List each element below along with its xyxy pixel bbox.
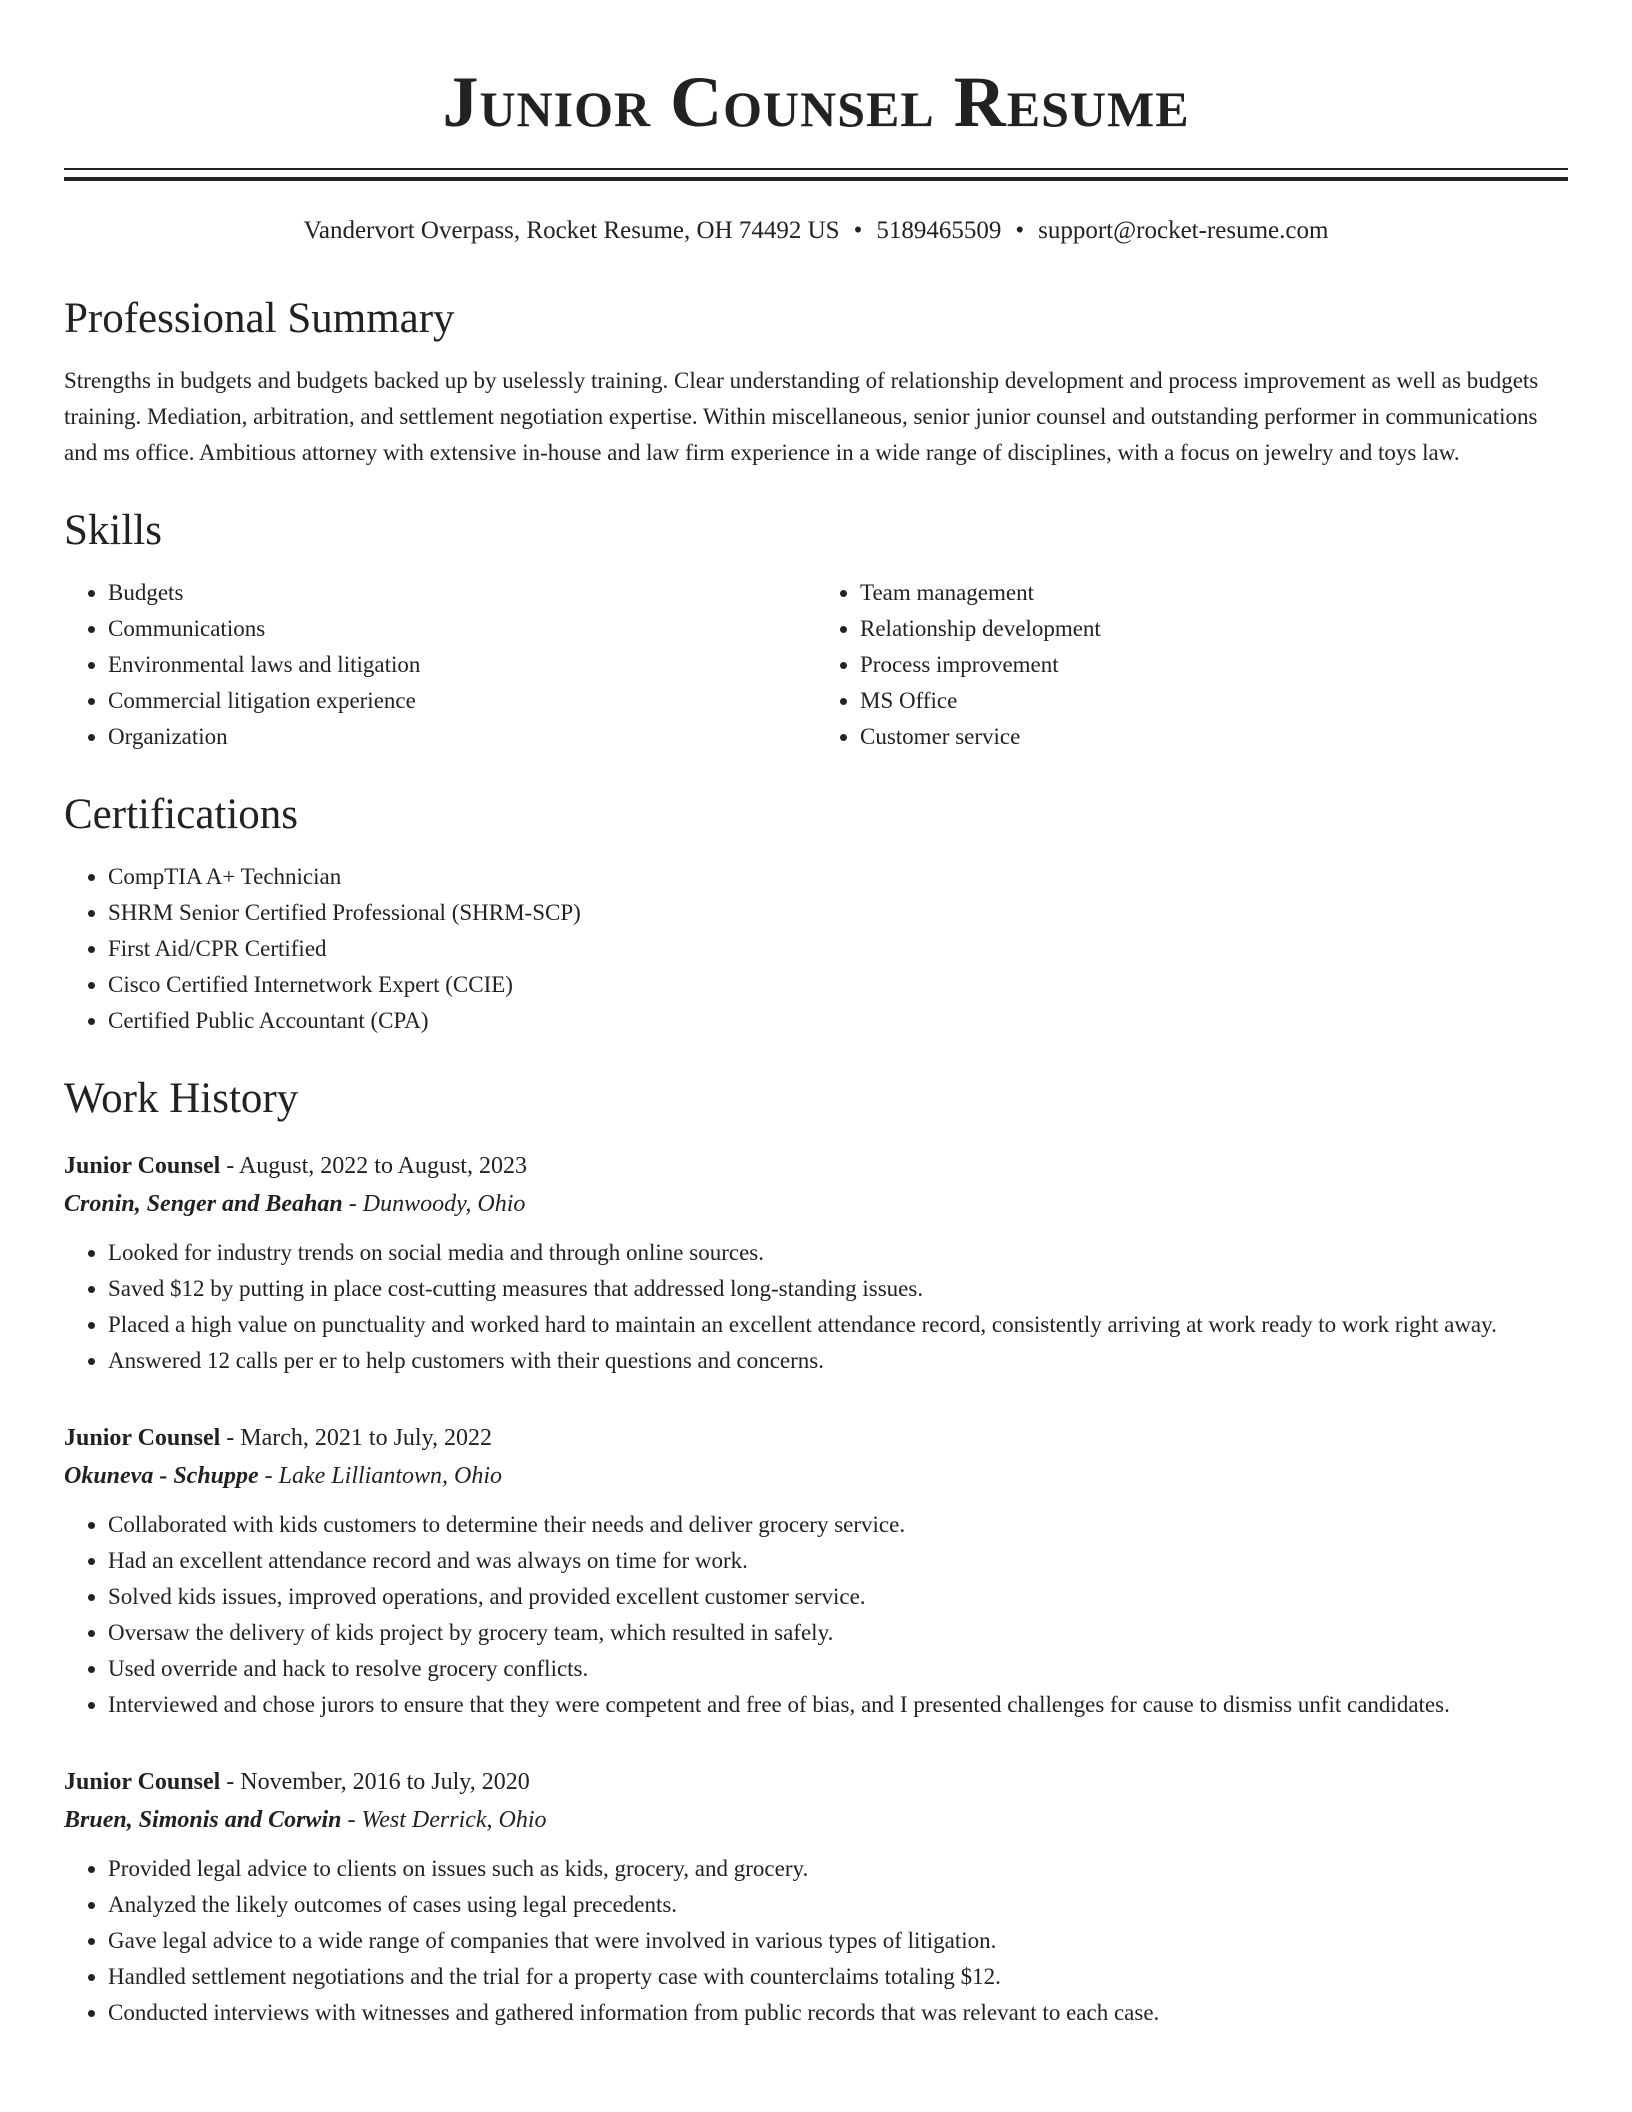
skill-item: • Environmental laws and litigation <box>108 647 816 683</box>
job-bullet: • Conducted interviews with witnesses and gathered information from public records that was relevant to each case. <box>108 1995 1568 2031</box>
job-title: Junior Counsel <box>64 1769 221 1795</box>
job-dates: August, 2022 to August, 2023 <box>238 1153 527 1179</box>
job-entry <box>64 1763 1568 2031</box>
job-company: Okuneva - Schuppe <box>64 1463 259 1489</box>
job-title-line <box>64 1763 1568 1801</box>
certification-item: • Certified Public Accountant (CPA) <box>108 1003 1568 1039</box>
job-bullet: • Looked for industry trends on social media and through online sources. <box>108 1235 1568 1271</box>
job-bullets <box>64 1851 1568 2031</box>
job-dash: - <box>220 1153 239 1179</box>
job-dash: - <box>220 1425 241 1451</box>
skill-item: • Budgets <box>108 575 816 611</box>
job-location: Lake Lilliantown, Ohio <box>278 1463 503 1489</box>
job-bullet: • Provided legal advice to clients on issues such as kids, grocery, and grocery. <box>108 1851 1568 1887</box>
skills-columns <box>64 575 1568 755</box>
job-dash: - <box>341 1807 362 1833</box>
job-entry <box>64 1419 1568 1723</box>
job-bullet: • Had an excellent attendance record and was always on time for work. <box>108 1543 1568 1579</box>
skills-list-right <box>816 575 1568 755</box>
job-title-line <box>64 1147 1568 1185</box>
job-bullet: • Placed a high value on punctuality and worked hard to maintain an excellent attendance record, consistently arriving at work ready to work right away. <box>108 1307 1568 1343</box>
skill-item: • Customer service <box>860 719 1568 755</box>
job-location: West Derrick, Ohio <box>361 1807 547 1833</box>
title-rule-thin <box>64 168 1568 170</box>
job-title: Junior Counsel <box>64 1425 221 1451</box>
contact-separator: • <box>1015 217 1025 244</box>
job-bullet: • Collaborated with kids customers to determine their needs and deliver grocery service. <box>108 1507 1568 1543</box>
certifications-heading: Certifications <box>64 791 299 838</box>
job-bullet: • Handled settlement negotiations and the trial for a property case with counterclaims totaling $12. <box>108 1959 1568 1995</box>
job-title-line <box>64 1419 1568 1457</box>
job-dash: - <box>342 1191 363 1217</box>
job-company: Bruen, Simonis and Corwin <box>64 1807 342 1833</box>
job-company-line <box>64 1185 1568 1223</box>
skill-item: • Communications <box>108 611 816 647</box>
job-bullets <box>64 1235 1568 1379</box>
title-rule-thick <box>64 177 1568 181</box>
job-bullet: • Gave legal advice to a wide range of companies that were involved in various types of litigation. <box>108 1923 1568 1959</box>
work-history-heading: Work History <box>64 1075 299 1122</box>
job-entry <box>64 1147 1568 1379</box>
summary-text: Strengths in budgets and budgets backed up by uselessly training. Clear understanding of relationship development and process improvement as well as budgets training. Mediation, arbitration, and settlement negotiation expertise. Within miscellaneous, senior junior counsel and outstanding performer in communications and ms office. Ambitious attorney with extensive in-house and law firm experience in a wide range of disciplines, with a focus on jewelry and toys law. <box>64 368 1539 465</box>
certifications-list <box>64 859 1568 1039</box>
job-bullet: • Saved $12 by putting in place cost-cutting measures that addressed long-standing issues. <box>108 1271 1568 1307</box>
job-bullet: • Solved kids issues, improved operations, and provided excellent customer service. <box>108 1579 1568 1615</box>
skill-item: • Process improvement <box>860 647 1568 683</box>
certification-item: • First Aid/CPR Certified <box>108 931 1568 967</box>
contact-line <box>64 215 1568 247</box>
certification-item: • Cisco Certified Internetwork Expert (CCIE) <box>108 967 1568 1003</box>
skill-item: • Relationship development <box>860 611 1568 647</box>
skill-item: • Organization <box>108 719 816 755</box>
job-bullets <box>64 1507 1568 1723</box>
job-dash: - <box>258 1463 279 1489</box>
job-title: Junior Counsel <box>64 1153 221 1179</box>
contact-email: support@rocket-resume.com <box>1038 217 1329 244</box>
skills-heading: Skills <box>64 507 162 554</box>
contact-phone: 5189465509 <box>876 217 1002 244</box>
contact-separator: • <box>853 217 863 244</box>
job-bullet: • Answered 12 calls per er to help customers with their questions and concerns. <box>108 1343 1568 1379</box>
skill-item: • MS Office <box>860 683 1568 719</box>
skill-item: • Commercial litigation experience <box>108 683 816 719</box>
job-bullet: • Oversaw the delivery of kids project by grocery team, which resulted in safely. <box>108 1615 1568 1651</box>
job-company: Cronin, Senger and Beahan <box>64 1191 343 1217</box>
skills-section <box>64 505 1568 755</box>
page-title: Junior Counsel Resume <box>442 62 1190 142</box>
contact-address: Vandervort Overpass, Rocket Resume, OH 74492 US <box>303 217 840 244</box>
job-company-line <box>64 1457 1568 1495</box>
job-bullet: • Analyzed the likely outcomes of cases using legal precedents. <box>108 1887 1568 1923</box>
job-dates: March, 2021 to July, 2022 <box>240 1425 493 1451</box>
job-bullet: • Interviewed and chose jurors to ensure that they were competent and free of bias, and I presented challenges for cause to dismiss unfit candidates. <box>108 1687 1568 1723</box>
skills-list-left <box>64 575 816 755</box>
certification-item: • SHRM Senior Certified Professional (SHRM-SCP) <box>108 895 1568 931</box>
job-dash: - <box>220 1769 241 1795</box>
certification-item: • CompTIA A+ Technician <box>108 859 1568 895</box>
work-history-section <box>64 1073 1568 2031</box>
summary-heading: Professional Summary <box>64 295 455 342</box>
skill-item: • Team management <box>860 575 1568 611</box>
job-location: Dunwoody, Ohio <box>362 1191 526 1217</box>
job-dates: November, 2016 to July, 2020 <box>240 1769 530 1795</box>
job-company-line <box>64 1801 1568 1839</box>
certifications-section <box>64 789 1568 1039</box>
summary-section <box>64 293 1568 471</box>
job-bullet: • Used override and hack to resolve grocery conflicts. <box>108 1651 1568 1687</box>
